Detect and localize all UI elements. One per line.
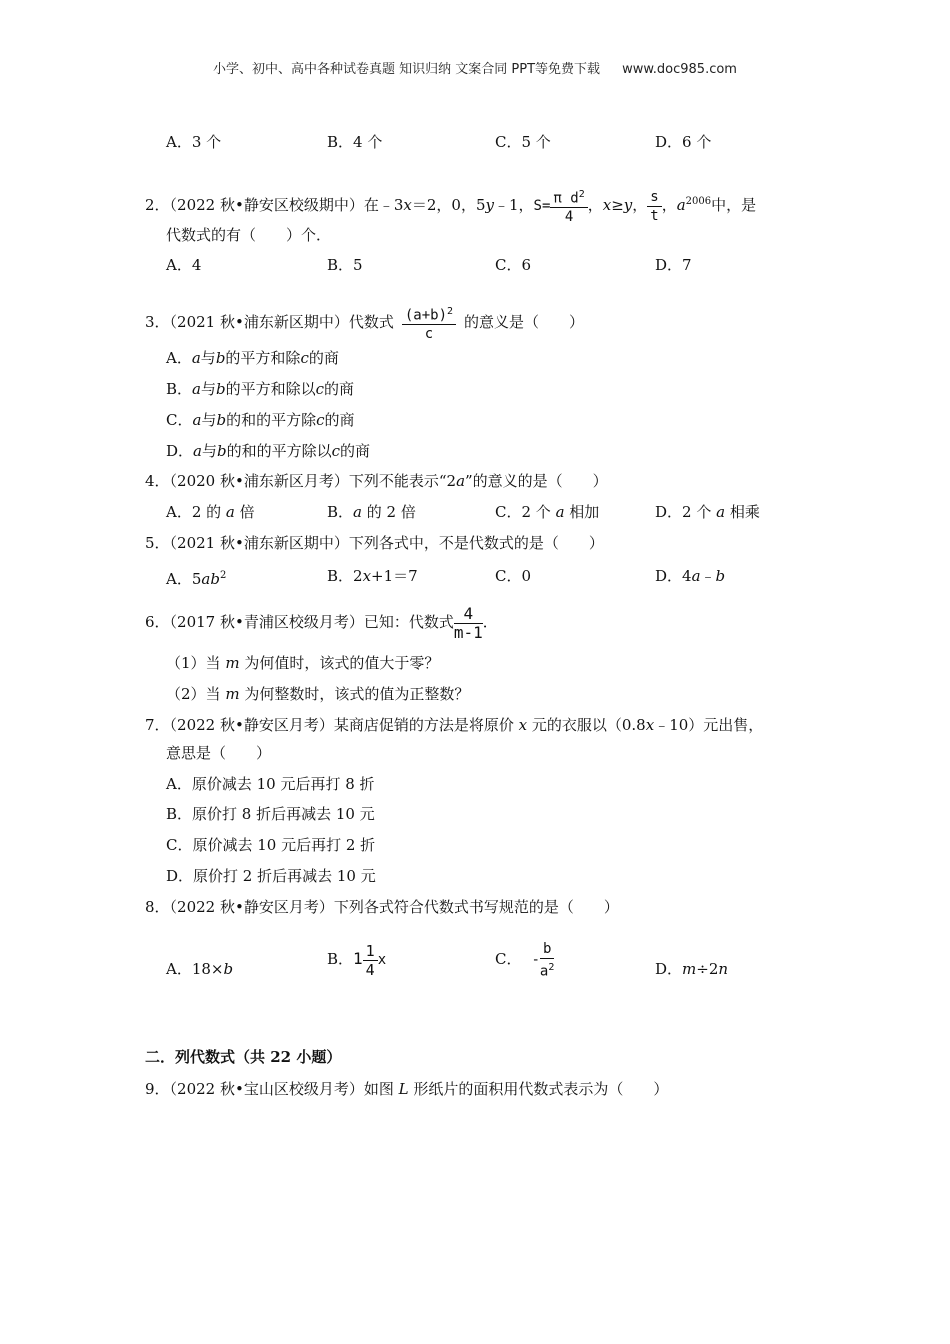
q2-line2: 代数式的有（ ）个． [166, 226, 332, 244]
q3-fraction: $\frac{(a+b)^2}{c}$ [402, 304, 456, 343]
q9-number: 9． [145, 1080, 170, 1098]
q8-stem: 8．（2022 秋•静安区月考）下列各式符合代数式书写规范的是（ ） [145, 898, 619, 916]
q3-stem: 3．（2021 秋•浦东新区期中）代数式 $\frac{(a+b)^2}{c}$ 的意义是（ ） [145, 305, 585, 343]
q1-option-d: D．6 个 [655, 133, 712, 151]
q5-number: 5． [145, 534, 170, 552]
q4-stem: 4．（2020 秋•浦东新区月考）下列不能表示“2a”的意义的是（ ） [145, 472, 608, 490]
q6-sub1: （1）当 m 为何值时，该式的值大于零？ [166, 654, 440, 672]
q2-option-b: B．5 [327, 256, 363, 274]
question-9: 9．（2022 秋•宝山区校级月考）如图 L 形纸片的面积用代数式表示为（ ） [145, 1080, 669, 1098]
q6-source: （2017 秋•青浦区校级月考） [169, 613, 364, 631]
q5-option-c: C．0 [495, 567, 532, 585]
q7-number: 7． [145, 716, 170, 734]
q6-number: 6． [145, 613, 170, 631]
q3-option-a: A．a与b的平方和除c的商 [166, 349, 339, 367]
q7-stem: 7．（2022 秋•静安区月考）某商店促销的方法是将原价 x 元的衣服以（0.8x﹣10）元出售， [145, 716, 764, 734]
q2-source: （2022 秋•静安区校级期中） [169, 196, 364, 214]
q2-formula-st: $\frac{s}{t}$ [647, 189, 661, 224]
section-2-title: 二．列代数式（共 22 小题） [145, 1048, 342, 1066]
q1-option-c: C．5 个 [495, 133, 551, 151]
q1-option-a: A．3 个 [166, 133, 222, 151]
q4-option-d: D．2 个 a 相乘 [655, 503, 760, 521]
q3-source: （2021 秋•浦东新区期中） [169, 313, 349, 331]
q2-option-c: C．6 [495, 256, 532, 274]
q4-number: 4． [145, 472, 170, 490]
q5-option-b: B．2x+1＝7 [327, 567, 418, 585]
q2-option-a: A．4 [166, 256, 202, 274]
q7-option-d: D．原价打 2 折后再减去 10 元 [166, 867, 376, 885]
q8-option-c: C． - $\frac{b}{a^2}$ [495, 940, 555, 980]
q7-source: （2022 秋•静安区月考） [169, 716, 334, 734]
q6-stem: 6．（2017 秋•青浦区校级月考）已知：代数式 $\frac{4}{m-1}$ ． [145, 603, 498, 642]
q6-sub2: （2）当 m 为何整数时，该式的值为正整数？ [166, 685, 470, 703]
q7-option-a: A．原价减去 10 元后再打 8 折 [166, 775, 375, 793]
q8-option-a: A．18×b [166, 960, 234, 978]
q8-source: （2022 秋•静安区月考） [169, 898, 334, 916]
header-url[interactable]: www.doc985.com [622, 62, 737, 77]
q3-option-d: D．a与b的和的平方除以c的商 [166, 442, 371, 460]
q4-option-c: C．2 个 a 相加 [495, 503, 600, 521]
q5-source: （2021 秋•浦东新区期中） [169, 534, 349, 552]
q2-line1: 2．（2022 秋•静安区校级期中）在﹣3x＝2，0，5y﹣1，S= $\frac{\pi d^2}{4}$ ，x≥y， $\frac{s}{t}$ ，$a^{2006}$中，是 [145, 188, 757, 226]
page-header [0, 58, 950, 77]
q7-option-b: B．原价打 8 折后再减去 10 元 [166, 805, 375, 823]
q5-stem: 5．（2021 秋•浦东新区期中）下列各式中，不是代数式的是（ ） [145, 534, 604, 552]
q3-option-c: C．a与b的和的平方除c的商 [166, 411, 355, 429]
q9-source: （2022 秋•宝山区校级月考） [169, 1080, 364, 1098]
q3-option-b: B．a与b的平方和除以c的商 [166, 380, 355, 398]
q5-option-d: D．4a﹣b [655, 567, 726, 585]
q8-option-d: D．m÷2n [655, 960, 729, 978]
q6-fraction: $\frac{4}{m-1}$ [453, 603, 483, 642]
q2-formula-s-lhs: S= [533, 198, 551, 214]
q2-formula-s: $\frac{\pi d^2}{4}$ [550, 187, 587, 226]
q4-source: （2020 秋•浦东新区月考） [169, 472, 349, 490]
q7-line2: 意思是（ ） [166, 744, 272, 762]
q2-option-d: D．7 [655, 256, 692, 274]
q7-option-c: C．原价减去 10 元后再打 2 折 [166, 836, 376, 854]
q8-number: 8． [145, 898, 170, 916]
q4-option-a: A．2 的 a 倍 [166, 503, 255, 521]
q4-option-b: B．a 的 2 倍 [327, 503, 416, 521]
q2-number: 2． [145, 196, 170, 214]
header-text: 小学、初中、高中各种试卷真题 知识归纳 文案合同 PPT等免费下载 [213, 62, 601, 77]
q3-number: 3． [145, 313, 170, 331]
q5-option-a: A．$5ab^2$ [166, 570, 227, 588]
q1-option-b: B．4 个 [327, 133, 383, 151]
q8-option-b: B．1 $\frac{1}{4}$ x [327, 941, 387, 979]
